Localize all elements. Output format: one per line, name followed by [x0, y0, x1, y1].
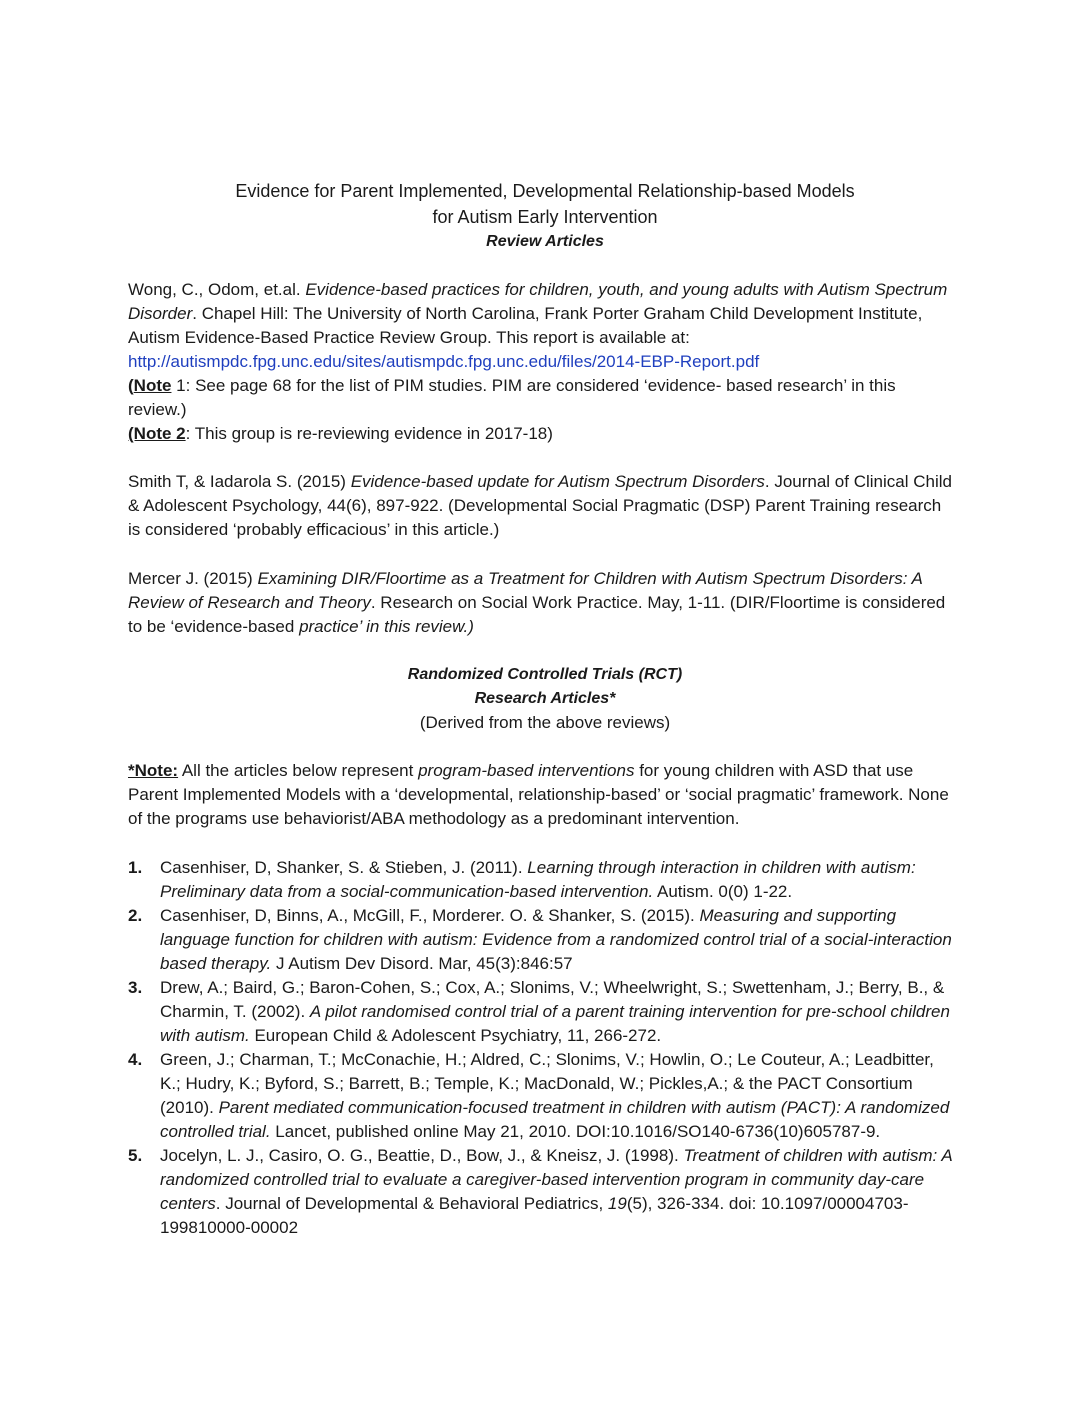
wong-report-link[interactable]: http://autismpdc.fpg.unc.edu/sites/autismpdc.fpg.unc.edu/files/2014-EBP-Report.pdf	[128, 352, 760, 371]
smith-citation	[128, 470, 958, 542]
reference-item	[128, 904, 958, 976]
mercer-authors: Mercer J. (2015)	[128, 569, 258, 588]
reference-item	[128, 1144, 958, 1240]
reference-item	[128, 976, 958, 1048]
mercer-citation	[128, 567, 958, 639]
note1-label: Note	[133, 376, 172, 395]
rct-note-text-a: All the articles below represent	[178, 761, 419, 780]
reference-number: 4.	[128, 1050, 143, 1069]
reference-source: Autism. 0(0) 1-22.	[653, 882, 793, 901]
rct-heading	[130, 663, 960, 735]
reference-source: J Autism Dev Disord. Mar, 45(3):846:57	[271, 954, 573, 973]
reference-item	[128, 856, 958, 904]
reference-authors: Casenhiser, D, Shanker, S. & Stieben, J. (2011).	[160, 858, 528, 877]
smith-title: Evidence-based update for Autism Spectrum Disorders	[350, 472, 765, 491]
smith-details: . Journal of Clinical Child & Adolescent Psychology, 44(6), 897-922. (Developmental Social Pragmatic (DSP) Parent Training research is considered ‘probably efficacious’ in this article.)	[128, 472, 952, 539]
page-title-line-2: for Autism Early Intervention	[432, 207, 658, 227]
rct-note-italic: program-based interventions	[418, 761, 635, 780]
reference-authors: Jocelyn, L. J., Casiro, O. G., Beattie, D., Bow, J., & Kneisz, J. (1998).	[160, 1146, 684, 1165]
wong-citation	[128, 278, 958, 446]
page-title-line-1: Evidence for Parent Implemented, Developmental Relationship-based Models	[235, 181, 855, 201]
note2-label: (Note 2	[128, 424, 186, 443]
rct-heading-line-1: Randomized Controlled Trials (RCT)	[407, 666, 683, 683]
title-block	[130, 178, 960, 254]
rct-heading-line-3: (Derived from the above reviews)	[419, 713, 671, 732]
note1-open: (	[128, 376, 134, 395]
reference-number: 5.	[128, 1146, 143, 1165]
mercer-tail: practice’ in this review.)	[299, 617, 474, 636]
smith-authors: Smith T, & Iadarola S. (2015)	[128, 472, 351, 491]
reference-list	[128, 856, 958, 1240]
reference-authors: Green, J.; Charman, T.; McConachie, H.; Aldred, C.; Slonims, V.; Howlin, O.; Le Couteur, A.; Leadbitter, K.; Hudry, K.; Byford, S.; Barrett, B.; Temple, K.; MacDonald, W.; Pickles,A.; & the PACT Consortium (2010).	[160, 1050, 934, 1117]
note2-text: : This group is re-reviewing evidence in 2017-18)	[185, 424, 553, 443]
reference-authors: Casenhiser, D, Binns, A., McGill, F., Morderer. O. & Shanker, S. (2015).	[160, 906, 700, 925]
mercer-details: . Research on Social Work Practice. May, 1-11. (DIR/Floortime is considered to be ‘evidence-based	[128, 593, 946, 636]
reference-number: 3.	[128, 978, 143, 997]
wong-authors: Wong, C., Odom, et.al.	[128, 280, 306, 299]
wong-title: Evidence-based practices for children, youth, and young adults with Autism Spectrum Disorder	[128, 280, 948, 323]
reference-title: Parent mediated communication-focused treatment in children with autism (PACT): A randomized controlled trial.	[160, 1098, 950, 1141]
wong-publisher: . Chapel Hill: The University of North Carolina, Frank Porter Graham Child Development Institute, Autism Evidence-Based Practice Review Group. This report is available at:	[128, 304, 923, 347]
reference-source-b: (5), 326-334. doi: 10.1097/00004703-199810000-00002	[160, 1194, 909, 1237]
reference-authors: Drew, A.; Baird, G.; Baron-Cohen, S.; Cox, A.; Slonims, V.; Wheelwright, S.; Swettenham, J.; Berry, B., & Charmin, T. (2002).	[160, 978, 945, 1021]
rct-heading-line-2: Research Articles*	[474, 690, 616, 707]
reference-source: Lancet, published online May 21, 2010. DOI:10.1016/SO140-6736(10)605787-9.	[270, 1122, 881, 1141]
reference-number: 1.	[128, 858, 143, 877]
reference-source-a: . Journal of Developmental & Behavioral Pediatrics,	[215, 1194, 608, 1213]
rct-note	[128, 759, 958, 831]
mercer-title: Examining DIR/Floortime as a Treatment for Children with Autism Spectrum Disorders: A Review of Research and Theory	[128, 569, 923, 612]
reference-source: European Child & Adolescent Psychiatry, 11, 266-272.	[249, 1026, 662, 1045]
reference-title: Measuring and supporting language function for children with autism: Evidence from a randomized control trial of a social-interaction based therapy.	[160, 906, 952, 973]
rct-note-label: *Note:	[128, 761, 179, 780]
reference-title: Learning through interaction in children with autism: Preliminary data from a social-communication-based intervention.	[160, 858, 916, 901]
reference-volume: 19	[607, 1194, 627, 1213]
reference-title: A pilot randomised control trial of a parent training intervention for pre-school children with autism.	[160, 1002, 950, 1045]
reference-item	[128, 1048, 958, 1144]
rct-note-text-b: for young children with ASD that use Parent Implemented Models with a ‘developmental, relationship-based’ or ‘social pragmatic’ framework. None of the programs use behaviorist/ABA methodology as a predominant intervention.	[128, 761, 949, 828]
reference-number: 2.	[128, 906, 143, 925]
section-subtitle: Review Articles	[486, 233, 604, 250]
note1-text: 1: See page 68 for the list of PIM studies. PIM are considered ‘evidence- based research’ in this review.)	[128, 376, 896, 419]
reference-title: Treatment of children with autism: A randomized controlled trial to evaluate a caregiver-based intervention program in community day-care centers	[160, 1146, 953, 1213]
